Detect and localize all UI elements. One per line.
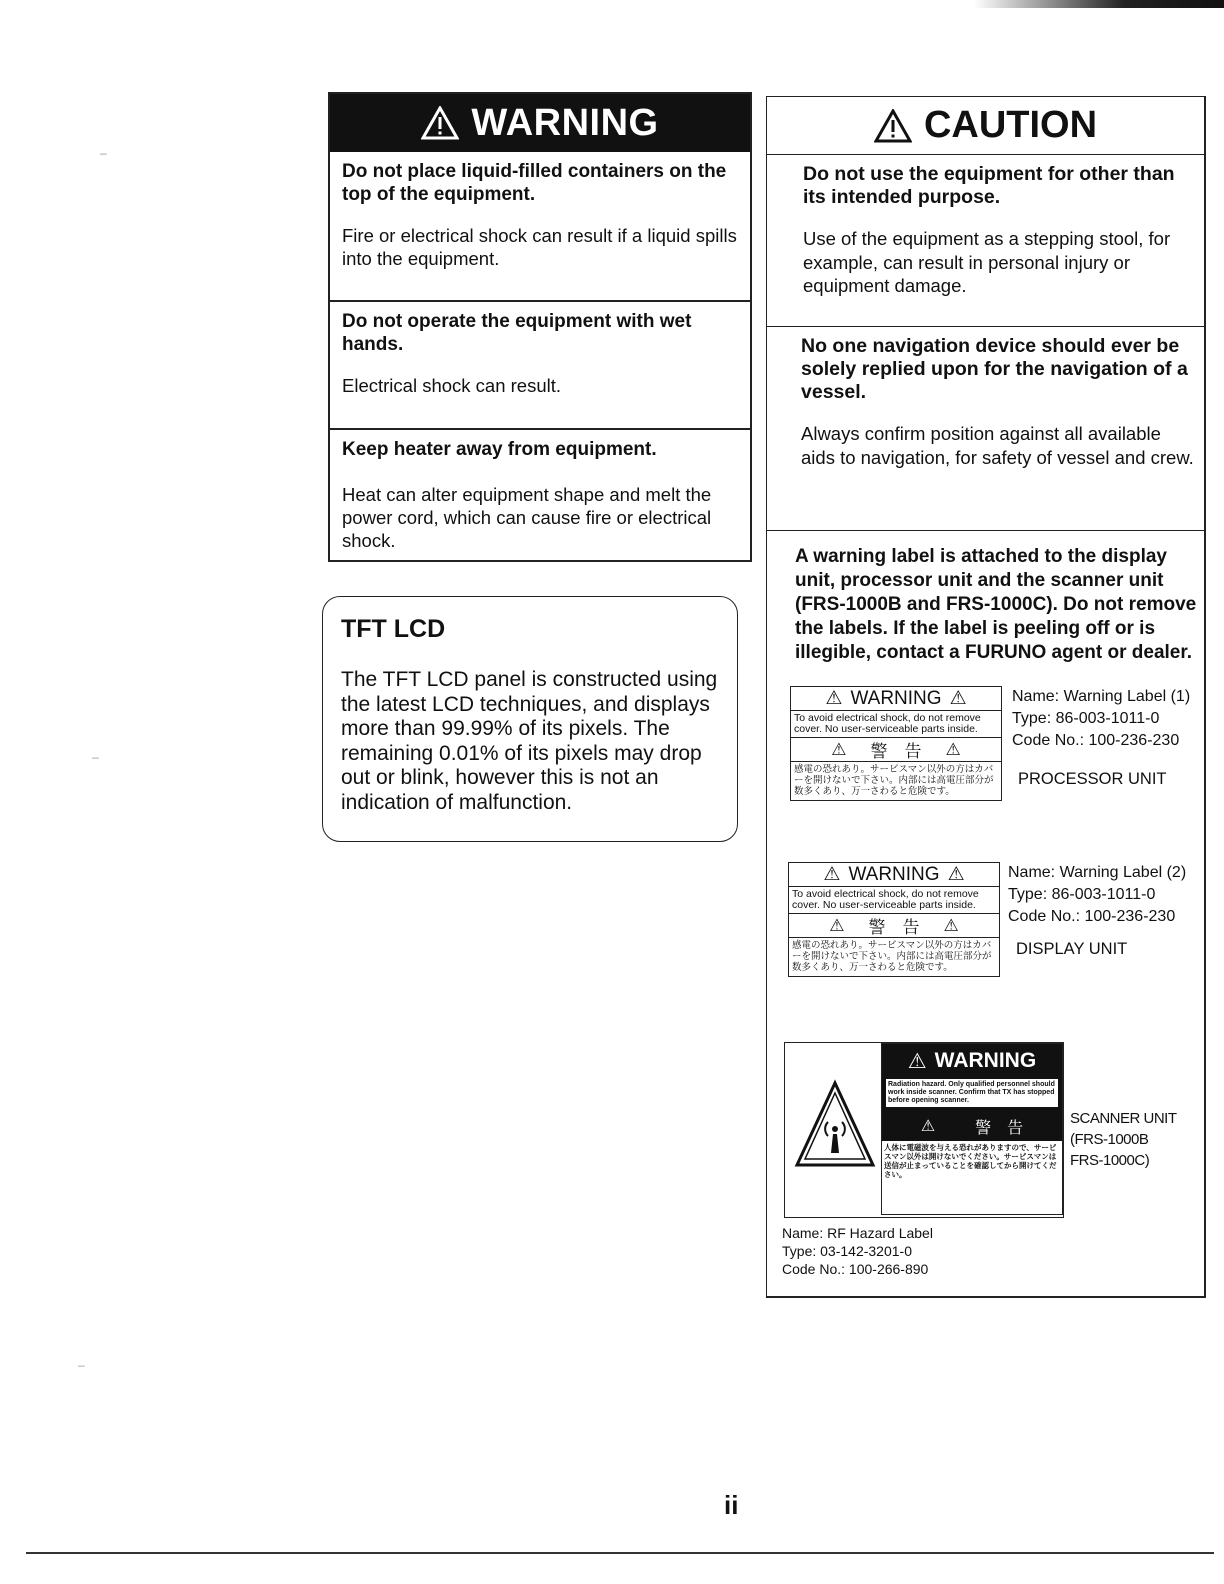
caution-triangle-icon <box>874 109 912 143</box>
scan-speck: – <box>92 750 99 764</box>
rf-label-header <box>882 1044 1062 1078</box>
section-body: Electrical shock can result. <box>342 375 562 396</box>
bottom-rule <box>26 1552 1214 1554</box>
scanner-unit-line: FRS-1000C) <box>1070 1152 1150 1169</box>
section-title: Do not use the equipment for other than its intended purpose. <box>803 163 1175 208</box>
section-title: Do not operate the equipment with wet hands. <box>342 311 692 355</box>
warning-triangle-icon: ⚠ <box>907 1049 927 1073</box>
display-unit-label: DISPLAY UNIT <box>1016 940 1128 958</box>
label-name: Name: Warning Label (2) <box>1008 864 1187 881</box>
warning-box <box>328 92 752 562</box>
rf-label-info <box>782 1224 933 1278</box>
warning-label-1 <box>790 686 1002 801</box>
label-name: Name: Warning Label (1) <box>1012 688 1191 705</box>
warning-triangle-icon: ⚠ <box>825 688 843 709</box>
rf-label-header-text: WARNING <box>934 1049 1037 1072</box>
label-1-info <box>1012 686 1190 752</box>
warning-header-text: WARNING <box>471 101 659 144</box>
scanner-unit-label <box>1070 1108 1177 1171</box>
page-number: ii <box>724 1490 739 1520</box>
scan-speck: – <box>100 146 107 160</box>
section-title: No one navigation device should ever be solely replied upon for the navigation of a vessel. <box>801 335 1188 403</box>
warning-triangle-icon: ⚠ <box>829 915 845 935</box>
rf-label-english-text: Radiation hazard. Only qualified personnel should work inside scanner. Confirm that TX has stopped before opening scanner. <box>886 1079 1058 1107</box>
warning-section-wet-hands <box>330 310 750 430</box>
warning-triangle-icon: ⚠ <box>831 739 847 759</box>
label-japanese-text: 感電の恐れあり。サービスマン以外の方はカバーを開けないで下さい。内部には高電圧部分が数多くあり、万一さわると危険です。 <box>794 764 994 797</box>
top-edge-bar <box>974 0 1224 8</box>
section-body: Always confirm position against all available aids to navigation, for safety of vessel and crew. <box>801 423 1194 468</box>
label-type: Type: 86-003-1011-0 <box>1008 886 1156 903</box>
rf-label-japanese-text: 人体に電磁波を与える恐れがありますので、サービスマン以外は開けないでください。サービスマンは送信が止まっていることを確認してから開けてください。 <box>884 1143 1057 1179</box>
rf-label-japanese-header <box>882 1111 1062 1141</box>
label-code: Code No.: 100-236-230 <box>1012 732 1180 749</box>
caution-header <box>767 97 1204 155</box>
label-name: Name: RF Hazard Label <box>782 1225 933 1241</box>
tft-title: TFT LCD <box>341 615 446 643</box>
label-japanese-header-text: 警 告 <box>870 742 922 761</box>
scanner-unit-line: SCANNER UNIT <box>1070 1110 1177 1127</box>
caution-section-purpose <box>767 163 1204 327</box>
label-header <box>789 863 999 887</box>
radiation-hazard-icon <box>793 1079 877 1169</box>
warning-section-liquid <box>330 160 750 302</box>
label-header-text: WARNING <box>850 687 942 709</box>
label-code: Code No.: 100-266-890 <box>782 1261 929 1277</box>
warning-triangle-icon: ⚠ <box>943 915 959 935</box>
label-japanese-header-text: 警 告 <box>868 918 920 937</box>
warning-triangle-icon <box>421 106 459 140</box>
rf-label-english <box>882 1078 1062 1111</box>
label-header-text: WARNING <box>848 863 940 885</box>
label-note: A warning label is attached to the display unit, processor unit and the scanner unit (FRS-1000B and FRS-1000C). Do not remove the labels. If the label is peeling off or is illegible, contact a FURUNO agent or dealer. <box>795 546 1197 663</box>
warning-triangle-icon: ⚠ <box>920 1118 936 1135</box>
warning-triangle-icon: ⚠ <box>947 864 965 885</box>
caution-section-navigation <box>767 335 1204 531</box>
label-header <box>791 687 1001 711</box>
tft-lcd-box <box>322 596 738 842</box>
warning-label-2 <box>788 862 1000 977</box>
label-english-text: To avoid electrical shock, do not remove cover. No user-serviceable parts inside. <box>791 711 1001 738</box>
scan-speck: – <box>78 1358 85 1372</box>
label-2-info <box>1008 862 1186 928</box>
section-body: Heat can alter equipment shape and melt the power cord, which can cause fire or electrical shock. <box>342 484 712 551</box>
warning-section-heater <box>330 438 750 552</box>
label-type: Type: 86-003-1011-0 <box>1012 710 1160 727</box>
section-title: Do not place liquid-filled containers on the top of the equipment. <box>342 161 727 205</box>
label-japanese-header <box>791 738 1001 762</box>
label-japanese-header <box>789 914 999 938</box>
section-title: Keep heater away from equipment. <box>342 439 657 460</box>
caution-header-text: CAUTION <box>923 104 1098 146</box>
warning-triangle-icon: ⚠ <box>945 739 961 759</box>
label-type: Type: 03-142-3201-0 <box>782 1243 912 1259</box>
rf-label-panel <box>881 1043 1063 1215</box>
warning-triangle-icon: ⚠ <box>949 688 967 709</box>
label-code: Code No.: 100-236-230 <box>1008 908 1176 925</box>
tft-body: The TFT LCD panel is constructed using the latest LCD techniques, and displays more than 99.99% of its pixels. The remaining 0.01% of its pixels may drop out or blink, however this is not an indication of malfunction. <box>341 668 718 814</box>
rf-hazard-label <box>784 1042 1064 1218</box>
scanner-unit-line: (FRS-1000B <box>1070 1131 1149 1148</box>
processor-unit-label: PROCESSOR UNIT <box>1018 770 1167 788</box>
section-body: Use of the equipment as a stepping stool, for example, can result in personal injury or equipment damage. <box>803 228 1171 296</box>
warning-header <box>330 94 750 152</box>
warning-triangle-icon: ⚠ <box>823 864 841 885</box>
label-japanese-text: 感電の恐れあり。サービスマン以外の方はカバーを開けないで下さい。内部には高電圧部分が数多くあり、万一さわると危険です。 <box>792 940 992 973</box>
label-english-text: To avoid electrical shock, do not remove cover. No user-serviceable parts inside. <box>789 887 999 914</box>
section-body: Fire or electrical shock can result if a liquid spills into the equipment. <box>342 225 737 269</box>
rf-label-japanese-header-text: 警 告 <box>975 1119 1024 1137</box>
